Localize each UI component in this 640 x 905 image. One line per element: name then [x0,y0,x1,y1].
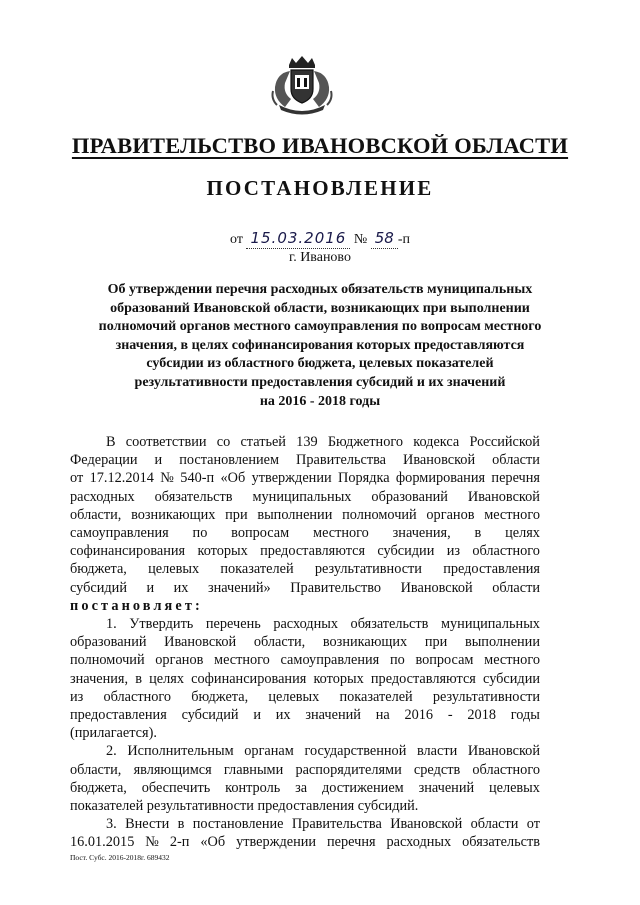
word: обязательств [462,834,540,851]
word: органам [244,743,294,760]
number-sign: № [353,232,368,247]
word: целях [149,670,184,687]
word: целевых [268,688,320,705]
resolves-word: постановляет: [70,597,203,614]
body-line [70,451,540,469]
heading-line: результативности предоставления субсидий и их значений [134,374,506,390]
word: 17.12.2014 [89,470,154,487]
coat-of-arms-icon [269,55,335,115]
body-line [70,706,540,724]
body-line [70,761,540,779]
word: в [474,525,482,542]
body-line [70,542,540,560]
word: Ивановской [400,579,473,596]
word: образований [371,488,448,505]
word: расходных [386,834,452,851]
heading-line: субсидии из областного бюджета, целевых показателей [146,356,494,372]
word: от [526,816,540,833]
body-line [70,670,540,688]
document-heading [60,281,580,411]
word: от [70,470,84,487]
word: субсидий [181,707,239,724]
heading-line: на 2016 - 2018 годы [259,393,381,409]
word: Ивановской [467,488,540,505]
word: области, [70,761,122,778]
word: значений» [207,579,271,596]
word: за [295,779,308,796]
word: государственной [304,743,407,760]
word: статьей [240,434,286,450]
word: муниципальных [440,616,540,633]
word: их [173,579,189,596]
body-line [70,688,540,706]
body-line: показателей результативности предоставления субсидий. [70,798,419,815]
body-line [70,615,540,633]
word: из [70,688,84,705]
word: местного [484,506,540,523]
word: со [216,434,231,450]
word: и [253,707,261,724]
word: выполнении [257,506,333,523]
date-prefix: от [230,232,243,247]
body-line: (прилагается). [70,725,157,742]
word: перечня [327,834,376,851]
word: которых [197,543,248,560]
word: целевых [148,561,200,578]
word: контроль [225,779,281,796]
word: обеспечить [141,779,211,796]
word: Порядка [338,470,390,487]
word: значений [418,779,475,796]
word: показателей [339,688,413,705]
word: бюджета, [70,779,127,796]
word: предоставления [443,561,540,578]
body-line [70,506,540,524]
word: Бюджетного [327,434,404,450]
word: 2018 [467,707,496,724]
word: Правительства [296,452,387,469]
word: являющимся [133,761,212,778]
word: по [389,652,405,669]
word: 1. [106,616,117,633]
body-line [70,833,540,851]
word: достижением [321,779,404,796]
word: полномочий [70,652,145,669]
word: № [145,834,159,851]
word: власти [416,743,458,760]
heading-line: значения, в целях софинансирования которых предоставляются [115,337,525,353]
word: из [446,543,460,560]
word: 2-п [169,834,190,851]
heading-line: полномочий органов местного самоуправления по вопросам местного [98,319,542,335]
word: расходных [70,488,135,505]
word: органов [426,506,475,523]
word: № [160,470,174,487]
word: В [106,434,116,450]
word: образований [70,634,147,651]
word: их [275,707,291,724]
word: органов [155,652,204,669]
word: перечень [205,616,261,633]
number-suffix: -п [397,232,410,247]
word: области, [253,634,306,651]
word: «Об [220,470,246,487]
document-date: 15.03.2016 [246,229,350,249]
word: Утвердить [129,616,194,633]
document-type: ПОСТАНОВЛЕНИЕ [206,176,434,200]
word: местного [214,652,270,669]
word: Исполнительным [127,743,234,760]
body-line [70,633,540,651]
word: субсидий [70,579,127,596]
word: Ивановской [390,816,463,833]
word: утверждении [236,834,317,851]
word: возникающих [131,506,216,523]
word: и [154,452,163,469]
word: 2016 [404,707,434,724]
word: софинансирования [70,543,186,560]
word: субсидии [377,543,435,560]
body-line [70,651,540,669]
heading-line: образований Ивановской области, возникающих при выполнении [110,300,530,316]
word: самоуправления [280,652,380,669]
word: значения, [392,525,451,542]
word: областного [103,688,172,705]
word: 2. [106,743,117,760]
word: выполнении [464,634,540,651]
word: 139 [296,434,318,450]
word: «Об [200,834,226,851]
word: Ивановской [164,634,237,651]
word: в [177,816,185,833]
word: показателей [220,561,294,578]
word: утверждении [251,470,332,487]
body-line [70,488,540,506]
word: результативности [314,561,422,578]
word: предоставляются [370,670,476,687]
word: распорядителями [295,761,402,778]
word: вопросам [231,525,290,542]
word: вопросам [415,652,474,669]
word: областного [472,543,540,560]
word: - [447,707,453,724]
body-line [70,742,540,760]
heading-line: Об утверждении перечня расходных обязательств муниципальных [107,282,533,297]
word: Ивановской [403,452,476,469]
word: местного [484,652,540,669]
word: субсидии [483,670,540,687]
word: значения, [70,670,129,687]
word: 540-п [180,470,215,487]
word: местного [313,525,369,542]
document-body [70,433,540,852]
body-line [70,779,540,797]
word: полномочий [342,506,417,523]
word: обязательств [154,488,233,505]
body-line [70,469,540,487]
word: которых [313,670,364,687]
body-line [70,433,540,451]
body-line [70,815,540,833]
body-line [70,560,540,578]
word: Российской [469,434,540,450]
word: области [492,579,540,596]
word: бюджета, [70,561,127,578]
word: 16.01.2015 [70,834,135,851]
word: соответствии [125,434,207,450]
word: обязательств [350,616,429,633]
word: годы [510,707,540,724]
document-number: 58 [371,229,398,249]
body-line [70,579,540,597]
word: 3. [106,816,117,833]
word: результативности [432,688,540,705]
word: областного [472,761,540,778]
word: Внести [125,816,170,833]
word: в [135,670,142,687]
word: целях [505,525,540,542]
word: и [146,579,155,596]
word: на [375,707,390,724]
word: по [192,525,208,542]
word: предоставления [70,707,167,724]
word: возникающих [322,634,408,651]
word: целевых [488,779,540,796]
word: постановлением [179,452,280,469]
body-line [70,524,540,542]
word: Правительства [291,816,382,833]
word: софинансирования [191,670,307,687]
word: главными [223,761,284,778]
word: средств [413,761,461,778]
word: Федерации [70,452,138,469]
word: Правительство [290,579,382,596]
date-number-line [0,229,640,248]
word: предоставляются [260,543,366,560]
word: формирования [395,470,486,487]
word: значений [305,707,361,724]
word: муниципальных [252,488,352,505]
word: при [424,634,448,651]
word: перечня [491,470,540,487]
city: г. Иваново [289,250,351,265]
word: Ивановской [467,743,540,760]
word: кодекса [413,434,460,450]
word: бюджета, [191,688,249,705]
word: при [225,506,248,523]
word: области [492,452,540,469]
government-title: ПРАВИТЕЛЬСТВО ИВАНОВСКОЙ ОБЛАСТИ [71,133,569,158]
word: постановление [192,816,284,833]
word: области, [70,506,122,523]
footer-reference: Пост. Субс. 2016-2018г. 689432 [70,853,170,862]
word: области [470,816,519,833]
word: самоуправления [70,525,169,542]
word: расходных [273,616,338,633]
